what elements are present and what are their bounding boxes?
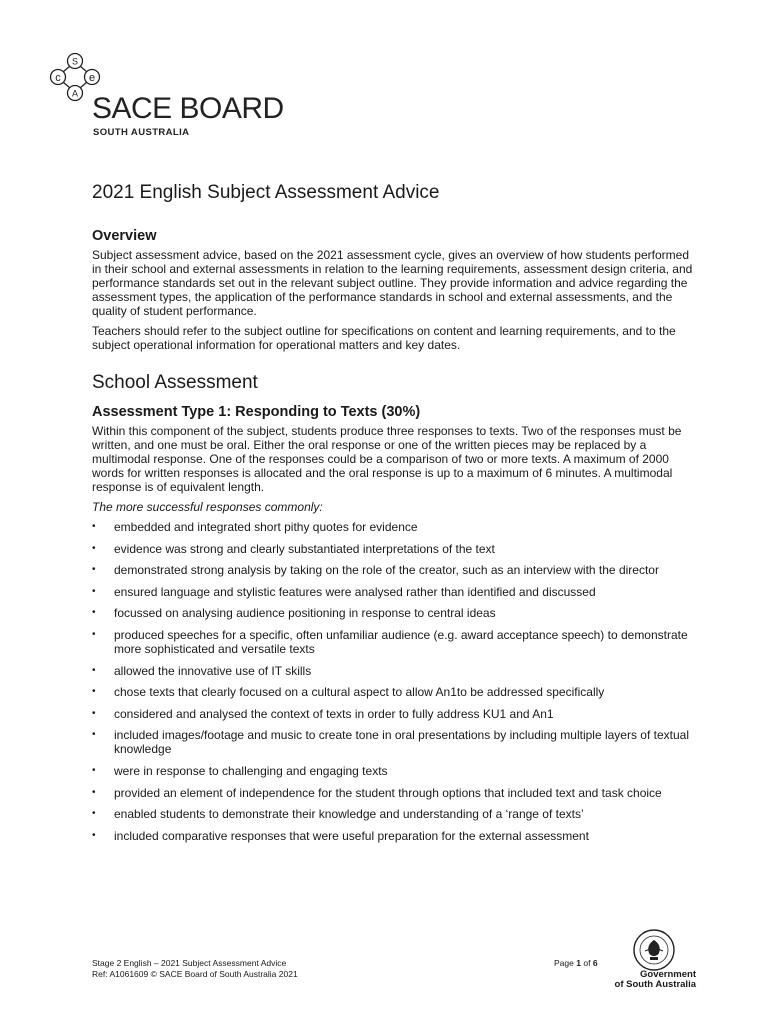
assessment-type-1-heading: Assessment Type 1: Responding to Texts (30%) — [92, 404, 421, 420]
list-item-text: chose texts that clearly focused on a cultural aspect to allow An1to be addressed specifically — [114, 685, 605, 700]
bullet-icon: • — [92, 542, 96, 554]
list-item-text: allowed the innovative use of IT skills — [114, 663, 312, 678]
footer-line-1: Stage 2 English – 2021 Subject Assessment Advice — [92, 958, 287, 968]
logo-letter-right: e — [88, 72, 96, 84]
page-total: 6 — [592, 958, 598, 968]
bullet-icon: • — [92, 585, 96, 597]
bullet-icon: • — [92, 521, 96, 532]
list-item-text: produced speeches for a specific, often unfamiliar audience (e.g. award acceptance speech) to demonstrate more sophisticated and versatile texts — [114, 627, 688, 656]
footer-line-2: Ref: A1061609 © SACE Board of South Australia 2021 — [92, 969, 298, 979]
list-item — [92, 563, 696, 577]
list-item — [92, 606, 696, 620]
bullet-icon: • — [92, 786, 96, 798]
list-item — [92, 807, 696, 821]
bullet-icon: • — [92, 808, 96, 820]
logo-subtitle: SOUTH AUSTRALIA — [93, 127, 190, 138]
list-item — [92, 764, 696, 778]
list-item — [92, 520, 696, 534]
bullet-icon: • — [92, 664, 96, 676]
page-label: Page — [554, 958, 574, 968]
list-item — [92, 685, 696, 699]
logo-letter-left: c — [55, 72, 61, 84]
successful-responses-list — [92, 520, 696, 843]
logo-letter-top: S — [71, 56, 79, 67]
list-item — [92, 542, 696, 556]
list-item — [92, 786, 696, 800]
gov-line-1: Government — [640, 969, 696, 980]
overview-paragraph-1: Subject assessment advice, based on the 2021 assessment cycle, gives an overview of how students performed in their school and external assessments in relation to the learning requirements, assessment design criteria, and performance standards set out in the relevant subject outline. They provide information and advice regarding the assessment types, the application of the performance standards in school and external assessments, and the quality of student performance. — [92, 248, 693, 318]
list-item-text: demonstrated strong analysis by taking on the role of the creator, such as an interview with the director — [114, 563, 659, 578]
bullet-icon: • — [92, 686, 96, 698]
list-item — [92, 628, 696, 656]
list-item-text: focussed on analysing audience positioning in response to central ideas — [114, 606, 496, 621]
list-item — [92, 728, 696, 756]
government-logo-text — [612, 970, 696, 990]
list-item-text: included comparative responses that were useful preparation for the external assessment — [114, 828, 589, 843]
list-item-text: were in response to challenging and engaging texts — [114, 763, 388, 778]
list-item-text: embedded and integrated short pithy quotes for evidence — [114, 520, 418, 534]
page-current: 1 — [576, 958, 581, 968]
bullet-icon: • — [92, 607, 96, 619]
list-item-text: considered and analysed the context of texts in order to fully address KU1 and An1 — [114, 706, 554, 721]
document-title: 2021 English Subject Assessment Advice — [92, 182, 440, 203]
assessment-type-1-paragraph: Within this component of the subject, students produce three responses to texts. Two of the responses must be written, and one must be oral. Either the oral response or one of the written pieces may be replaced by a multimodal response. One of the responses could be a comparison of two or more texts. A maximum of 2000 words for written responses is allocated and the oral response is up to a maximum of 6 minutes. A multimodal response is of equivalent length. — [92, 424, 682, 494]
list-item-text: ensured language and stylistic features were analysed rather than identified and discussed — [114, 584, 596, 599]
gov-line-2: of South Australia — [614, 979, 696, 990]
overview-heading: Overview — [92, 228, 157, 244]
list-item-text: evidence was strong and clearly substantiated interpretations of the text — [114, 541, 495, 556]
list-item — [92, 585, 696, 599]
logo-letter-bottom: A — [71, 88, 79, 99]
bullet-icon: • — [92, 729, 96, 741]
list-item — [92, 707, 696, 721]
bullet-icon: • — [92, 564, 96, 576]
list-item-text: provided an element of independence for the student through options that included text and task choice — [114, 785, 662, 800]
bullet-icon: • — [92, 829, 96, 841]
list-item-text: included images/footage and music to create tone in oral presentations by including multiple layers of textual knowledge — [114, 728, 689, 757]
successful-responses-intro: The more successful responses commonly: — [92, 500, 323, 514]
bullet-icon: • — [92, 764, 96, 776]
bullet-icon: • — [92, 628, 96, 640]
bullet-icon: • — [92, 707, 96, 719]
logo-name: SACE BOARD — [92, 92, 284, 125]
overview-paragraph-2: Teachers should refer to the subject outline for specifications on content and learning requirements, and to the subject operational information for operational matters and key dates. — [92, 324, 676, 352]
government-crest-icon — [632, 928, 676, 972]
page-number — [554, 958, 598, 968]
list-item — [92, 829, 696, 843]
list-item-text: enabled students to demonstrate their knowledge and understanding of a ‘range of texts’ — [114, 807, 584, 822]
footer-reference — [92, 958, 298, 980]
school-assessment-heading: School Assessment — [92, 372, 258, 393]
document-body — [92, 228, 696, 850]
list-item — [92, 664, 696, 678]
page-of: of — [583, 958, 591, 968]
